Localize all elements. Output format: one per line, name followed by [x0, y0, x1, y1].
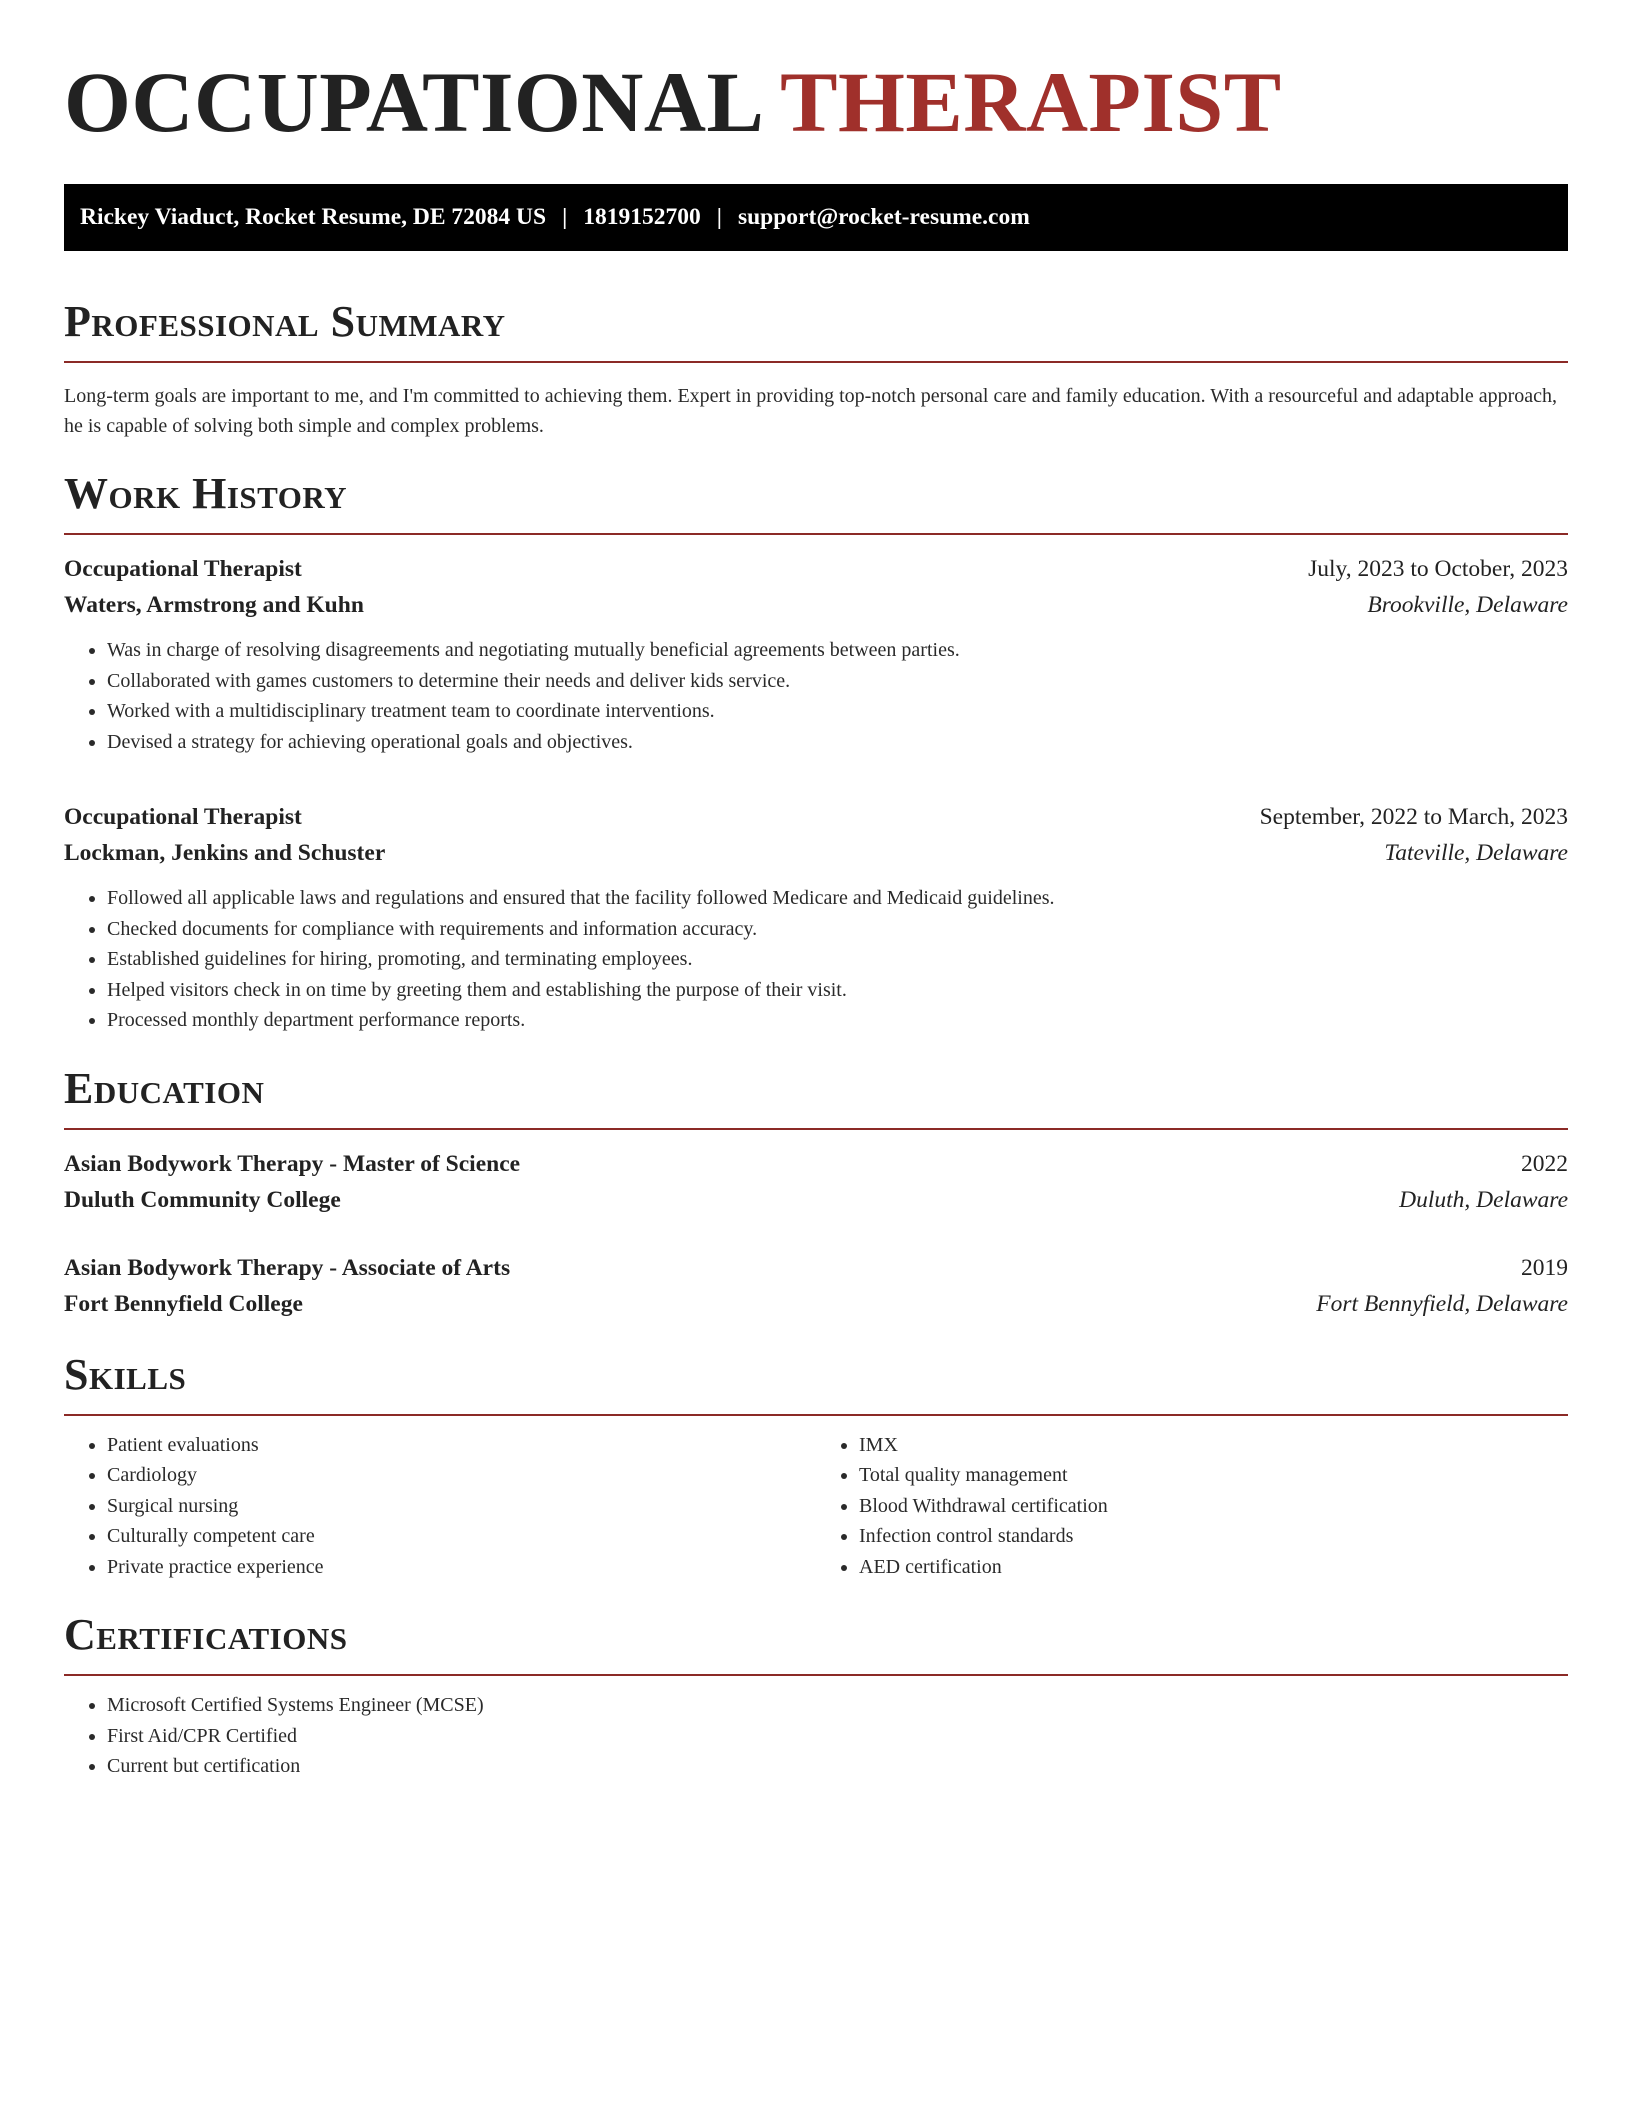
job-entry: [64, 551, 1568, 757]
contact-separator: |: [716, 204, 722, 230]
graduation-year: 2022: [1521, 1150, 1568, 1177]
list-item: • Established guidelines for hiring, promoting, and terminating employees.: [107, 944, 1568, 975]
list-item: • Was in charge of resolving disagreements and negotiating mutually beneficial agreements between parties.: [107, 635, 1568, 666]
job-company: Lockman, Jenkins and Schuster: [64, 840, 386, 866]
list-item: • Culturally competent care: [107, 1521, 816, 1552]
list-item: • IMX: [859, 1430, 1568, 1461]
section-divider: [64, 1414, 1568, 1416]
summary-section: [64, 295, 1568, 441]
list-item: • Collaborated with games customers to determine their needs and deliver kids service.: [107, 666, 1568, 697]
title-occupation: OCCUPATIONAL: [64, 54, 760, 150]
certifications-heading: Certifications: [64, 1610, 348, 1659]
section-divider: [64, 1674, 1568, 1676]
job-duties-list: [64, 635, 1568, 757]
skills-columns: [64, 1430, 1568, 1583]
job-dates: September, 2022 to March, 2023: [1259, 804, 1568, 830]
education-heading: Education: [64, 1063, 265, 1113]
resume-title: [64, 52, 1568, 152]
skills-heading: Skills: [64, 1349, 187, 1399]
education-section: [64, 1062, 1568, 1322]
job-duties-list: [64, 883, 1568, 1036]
list-item: • Private practice experience: [107, 1552, 816, 1583]
work-history-heading: Work History: [64, 469, 348, 518]
list-item: • Infection control standards: [859, 1521, 1568, 1552]
contact-separator: |: [562, 204, 568, 230]
education-entry: [64, 1250, 1568, 1322]
job-company-row: [64, 587, 1568, 623]
title-role: THERAPIST: [780, 54, 1282, 150]
education-school-row: [64, 1182, 1568, 1218]
education-school-row: [64, 1286, 1568, 1322]
job-location: Brookville, Delaware: [1367, 592, 1568, 618]
skills-list-right: [816, 1430, 1568, 1583]
list-item: • Processed monthly department performance reports.: [107, 1005, 1568, 1036]
school-name: Fort Bennyfield College: [64, 1290, 303, 1317]
job-title: Occupational Therapist: [64, 556, 302, 582]
list-item: • Cardiology: [107, 1460, 816, 1491]
contact-email: support@rocket-resume.com: [737, 204, 1030, 230]
contact-bar: [64, 184, 1568, 251]
list-item: • Microsoft Certified Systems Engineer (MCSE): [107, 1690, 1568, 1721]
list-item: • First Aid/CPR Certified: [107, 1721, 1568, 1752]
list-item: • Blood Withdrawal certification: [859, 1491, 1568, 1522]
list-item: • Current but certification: [107, 1751, 1568, 1782]
section-divider: [64, 361, 1568, 363]
summary-heading: Professional Summary: [64, 297, 506, 346]
graduation-year: 2019: [1521, 1254, 1568, 1281]
education-header-row: [64, 1146, 1568, 1182]
skills-list-left: [64, 1430, 816, 1583]
summary-text: Long-term goals are important to me, and I'm committed to achieving them. Expert in providing top-notch personal care and family education. With a resourceful and adaptable approach, he is capable of solving both simple and complex problems.: [64, 385, 1558, 437]
job-company: Waters, Armstrong and Kuhn: [64, 592, 364, 618]
job-title: Occupational Therapist: [64, 804, 302, 830]
school-location: Duluth, Delaware: [1399, 1186, 1568, 1213]
education-header-row: [64, 1250, 1568, 1286]
school-location: Fort Bennyfield, Delaware: [1316, 1290, 1568, 1317]
certifications-list: [64, 1690, 1568, 1782]
job-header-row: [64, 551, 1568, 587]
list-item: • Worked with a multidisciplinary treatment team to coordinate interventions.: [107, 696, 1568, 727]
degree: Asian Bodywork Therapy - Associate of Arts: [64, 1254, 511, 1281]
job-location: Tateville, Delaware: [1384, 840, 1568, 866]
certifications-section: [64, 1608, 1568, 1782]
section-divider: [64, 533, 1568, 535]
job-company-row: [64, 835, 1568, 871]
list-item: • Total quality management: [859, 1460, 1568, 1491]
list-item: • Helped visitors check in on time by greeting them and establishing the purpose of their visit.: [107, 975, 1568, 1006]
list-item: • AED certification: [859, 1552, 1568, 1583]
job-entry: [64, 799, 1568, 1036]
list-item: • Checked documents for compliance with requirements and information accuracy.: [107, 914, 1568, 945]
education-entry: [64, 1146, 1568, 1218]
contact-address: Rickey Viaduct, Rocket Resume, DE 72084 US: [80, 204, 547, 230]
work-history-section: [64, 467, 1568, 1036]
degree: Asian Bodywork Therapy - Master of Science: [64, 1150, 521, 1177]
job-dates: July, 2023 to October, 2023: [1308, 556, 1568, 582]
spacer: [64, 1218, 1568, 1250]
list-item: • Followed all applicable laws and regulations and ensured that the facility followed Medicare and Medicaid guidelines.: [107, 883, 1568, 914]
list-item: • Patient evaluations: [107, 1430, 816, 1461]
contact-phone: 1819152700: [583, 204, 701, 230]
spacer: [64, 757, 1568, 799]
section-divider: [64, 1128, 1568, 1130]
skills-section: [64, 1348, 1568, 1583]
job-header-row: [64, 799, 1568, 835]
school-name: Duluth Community College: [64, 1186, 341, 1213]
list-item: • Surgical nursing: [107, 1491, 816, 1522]
list-item: • Devised a strategy for achieving operational goals and objectives.: [107, 727, 1568, 758]
